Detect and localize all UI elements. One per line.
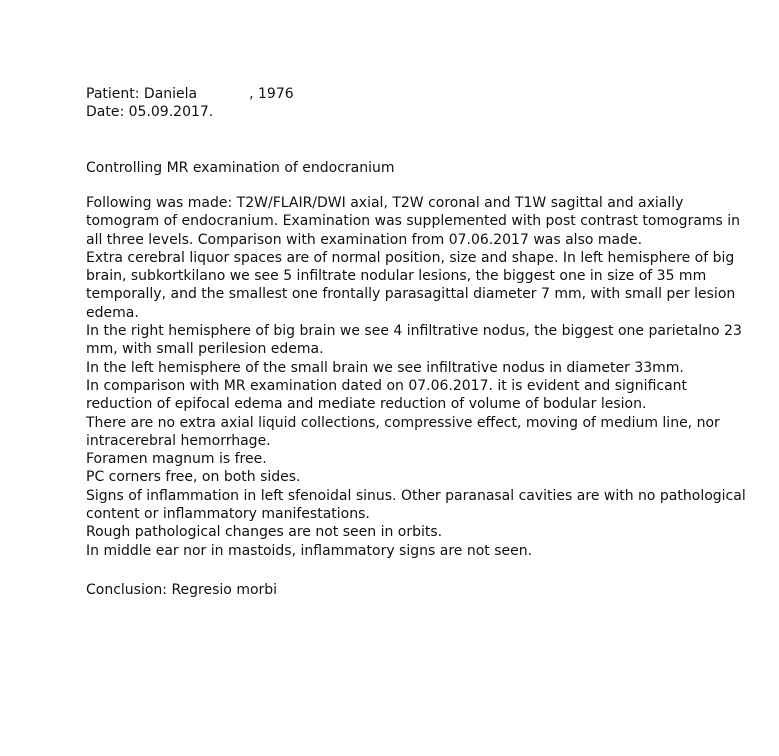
findings-line: temporally, and the smallest one frontally parasagittal diameter 7 mm, with small per lesion xyxy=(86,286,736,303)
findings-line: reduction of epifocal edema and mediate reduction of volume of bodular lesion. xyxy=(86,396,647,413)
patient-birth-year: , 1976 xyxy=(249,86,294,102)
patient-label: Patient: Daniela xyxy=(86,86,198,102)
findings-line: Signs of inflammation in left sfenoidal sinus. Other paranasal cavities are with no pathological xyxy=(86,487,746,504)
date-line: Date: 05.09.2017. xyxy=(86,104,214,121)
findings-line: Rough pathological changes are not seen in orbits. xyxy=(86,524,443,541)
findings-line: brain, subkortkilano we see 5 infiltrate nodular lesions, the biggest one in size of 35 mm xyxy=(86,268,707,285)
findings-line: In middle ear nor in mastoids, inflammatory signs are not seen. xyxy=(86,542,533,559)
report-findings xyxy=(86,194,746,560)
findings-line: In the left hemisphere of the small brain we see infiltrative nodus in diameter 33mm. xyxy=(86,359,684,376)
findings-line: Foramen magnum is free. xyxy=(86,451,267,468)
report-header xyxy=(86,85,726,122)
findings-line: intracerebral hemorrhage. xyxy=(86,432,271,449)
findings-line: edema. xyxy=(86,304,139,321)
findings-line: PC corners free, on both sides. xyxy=(86,469,301,486)
findings-line: all three levels. Comparison with examination from 07.06.2017 was also made. xyxy=(86,231,643,248)
report-title: Controlling MR examination of endocranium xyxy=(86,160,395,176)
patient-line xyxy=(86,85,726,103)
findings-line: mm, with small perilesion edema. xyxy=(86,341,324,358)
findings-line: In the right hemisphere of big brain we see 4 infiltrative nodus, the biggest one parietalno 23 xyxy=(86,323,742,340)
findings-line: Extra cerebral liquor spaces are of normal position, size and shape. In left hemisphere of big xyxy=(86,249,735,266)
findings-line: content or inflammatory manifestations. xyxy=(86,506,370,523)
report-conclusion: Conclusion: Regresio morbi xyxy=(86,582,278,598)
findings-line: In comparison with MR examination dated on 07.06.2017. it is evident and significant xyxy=(86,377,688,394)
findings-line: tomogram of endocranium. Examination was supplemented with post contrast tomograms in xyxy=(86,213,741,230)
findings-line: Following was made: T2W/FLAIR/DWI axial, T2W coronal and T1W sagittal and axially xyxy=(86,195,684,211)
findings-line: There are no extra axial liquid collections, compressive effect, moving of medium line, nor xyxy=(86,414,720,431)
